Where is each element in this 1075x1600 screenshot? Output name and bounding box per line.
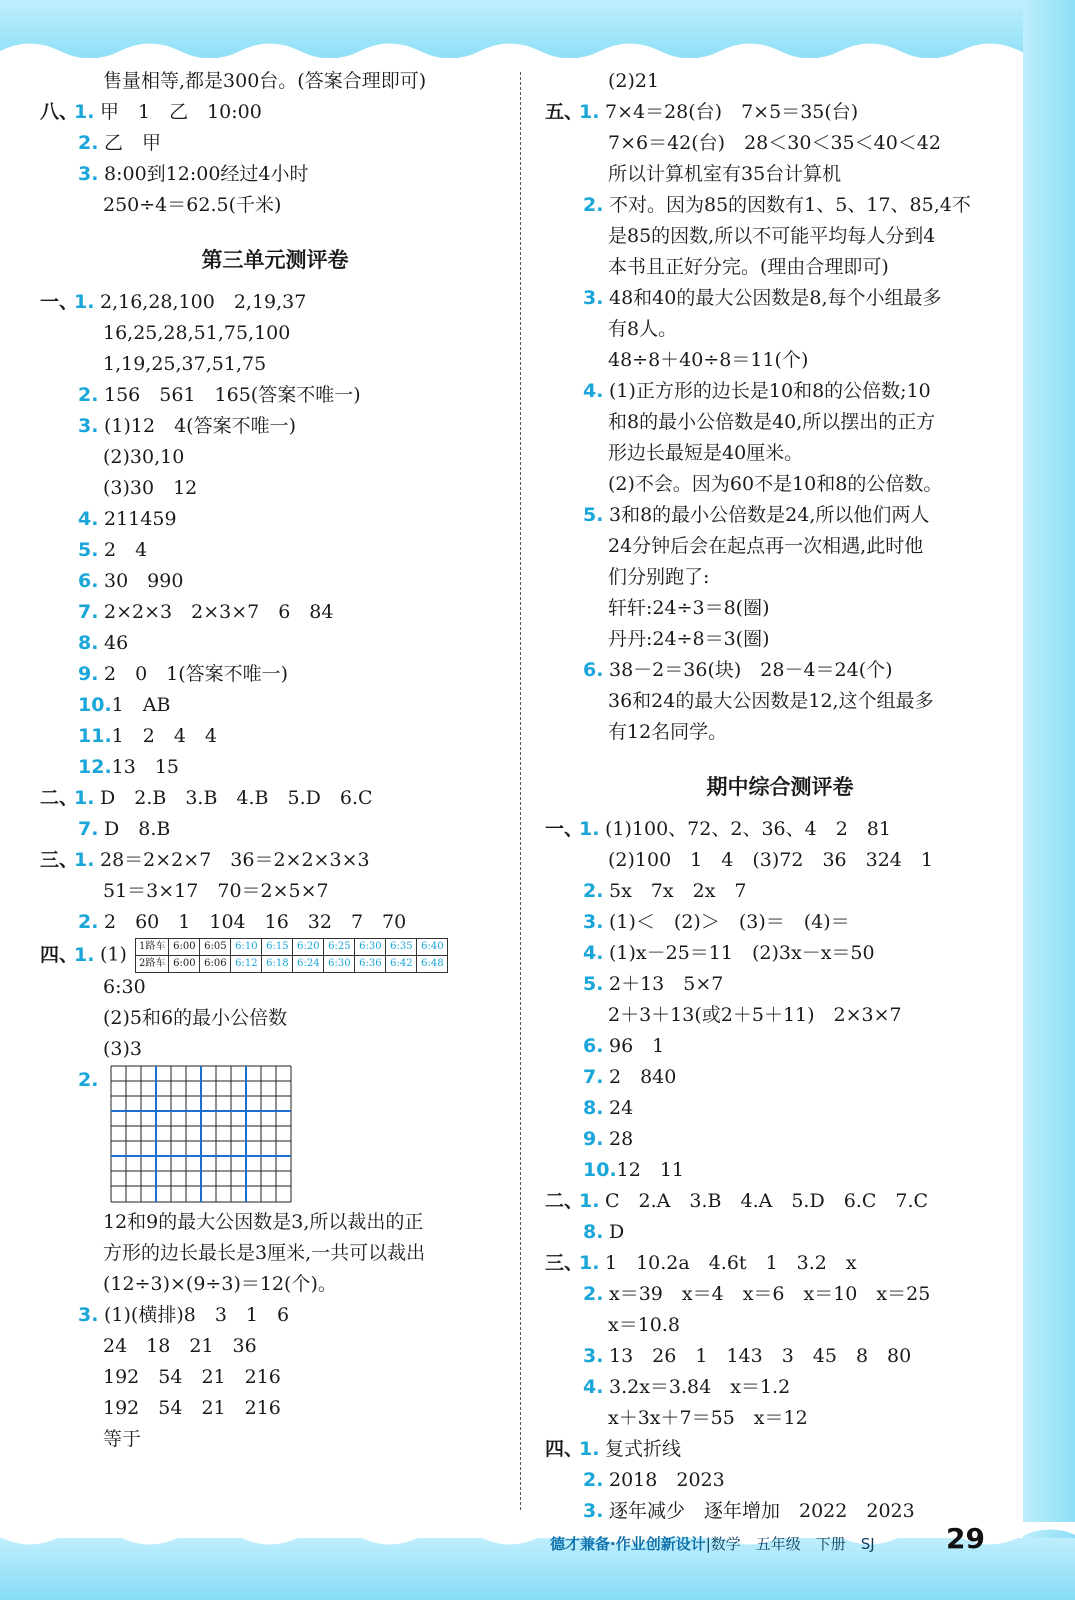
schedule-cell: 6:25 (324, 939, 355, 956)
section-label: 三、 (545, 1252, 584, 1274)
answer-line (40, 845, 510, 876)
answer-text: 192 54 21 216 (103, 1366, 281, 1388)
answer-text: 形边长最短是40厘米。 (608, 442, 804, 464)
schedule-row (135, 956, 447, 973)
answer-text: 2 4 (104, 539, 148, 561)
schedule-cell: 6:42 (386, 956, 417, 973)
section-label: 一、 (40, 291, 79, 313)
answer-line (545, 1279, 1015, 1310)
answer-line (545, 1155, 1015, 1186)
answer-line (545, 345, 1015, 376)
question-number: 2. (583, 880, 604, 902)
answer-line (40, 876, 510, 907)
answer-line (545, 814, 1015, 845)
right-block-a (545, 66, 1015, 748)
question-number: 3. (583, 287, 604, 309)
answer-text: 16,25,28,51,75,100 (103, 322, 291, 344)
answer-line (40, 597, 510, 628)
answer-line (545, 283, 1015, 314)
schedule-row (135, 939, 447, 956)
question-number: 4. (78, 508, 99, 530)
answer-text: 7×6＝42(台) 28＜30＜35＜40＜42 (608, 132, 941, 154)
answer-line (40, 1362, 510, 1393)
answer-line (40, 1238, 510, 1269)
answer-text: 13 26 1 143 3 45 8 80 (609, 1345, 912, 1367)
footer-subject: |数学 五年级 下册 SJ (705, 1535, 875, 1553)
answer-text: 5x 7x 2x 7 (609, 880, 747, 902)
q4-after-grid (40, 1207, 510, 1455)
answer-line (40, 907, 510, 938)
answer-text: 6:30 (103, 976, 146, 998)
answer-line (545, 1186, 1015, 1217)
answer-text: 方形的边长最长是3厘米,一共可以裁出 (103, 1242, 426, 1264)
question-number: 5. (583, 504, 604, 526)
question-number: 6. (583, 659, 604, 681)
question-number: 12. (78, 756, 112, 778)
answer-text: D 8.B (104, 818, 171, 840)
answer-line (40, 535, 510, 566)
question-number: 11. (78, 725, 112, 747)
q4-schedule-line (40, 938, 510, 972)
question-number: 1. (579, 818, 600, 840)
page-number: 29 (946, 1522, 985, 1555)
question-number: 2. (583, 1469, 604, 1491)
answer-text: 24 (609, 1097, 634, 1119)
answer-text: 2×2×3 2×3×7 6 84 (104, 601, 334, 623)
answer-text: (2)5和6的最小公倍数 (103, 1007, 288, 1029)
question-number: 10. (78, 694, 112, 716)
answer-line (545, 1093, 1015, 1124)
answer-line (545, 1062, 1015, 1093)
answer-text: (2)不会。因为60不是10和8的公倍数。 (608, 473, 943, 495)
answer-text: 24分钟后会在起点再一次相遇,此时他 (608, 535, 924, 557)
answer-line (40, 566, 510, 597)
answer-line (40, 1207, 510, 1238)
question-number: 1. (579, 101, 600, 123)
question-number: 3. (78, 1304, 99, 1326)
cutting-grid-diagram (110, 1065, 292, 1213)
question-number: 8. (78, 632, 99, 654)
answer-line (40, 318, 510, 349)
bus-schedule-table (135, 938, 448, 973)
answer-line (40, 1300, 510, 1331)
answer-line (40, 349, 510, 380)
answer-line (40, 783, 510, 814)
section-label: 一、 (545, 818, 584, 840)
answer-text: (1)(横排)8 3 1 6 (104, 1304, 290, 1326)
question-number: 1. (74, 943, 95, 966)
answer-text: C 2.A 3.B 4.A 5.D 6.C 7.C (605, 1190, 929, 1212)
left-top-block (40, 66, 510, 221)
schedule-cell: 2路车 (135, 956, 168, 973)
schedule-cell: 6:00 (169, 956, 200, 973)
answer-line (545, 717, 1015, 748)
schedule-cell: 6:30 (324, 956, 355, 973)
question-number: 3. (583, 1345, 604, 1367)
answer-text: (1)12 4(答案不唯一) (104, 415, 297, 437)
answer-text: 丹丹:24÷8＝3(圈) (608, 628, 770, 650)
answer-line (40, 504, 510, 535)
answer-line (545, 1124, 1015, 1155)
answer-line (545, 407, 1015, 438)
question-number: 6. (583, 1035, 604, 1057)
answer-text: (3)3 (103, 1038, 143, 1060)
answer-text: 1 10.2a 4.6t 1 3.2 x (605, 1252, 857, 1274)
schedule-cell: 6:05 (200, 939, 231, 956)
answer-text: 48÷8＋40÷8＝11(个) (608, 349, 809, 371)
answer-line (40, 190, 510, 221)
right-column (545, 66, 1015, 1527)
question-number: 9. (78, 663, 99, 685)
question-number: 7. (78, 818, 99, 840)
question-number: 3. (78, 163, 99, 185)
answer-text: 30 990 (104, 570, 184, 592)
answer-line (545, 969, 1015, 1000)
answer-text: 2 0 1(答案不唯一) (104, 663, 289, 685)
answer-text: D 2.B 3.B 4.B 5.D 6.C (100, 787, 373, 809)
answer-text: D (609, 1221, 625, 1243)
answer-text: 96 1 (609, 1035, 665, 1057)
answer-line (545, 876, 1015, 907)
answer-text: 28＝2×2×7 36＝2×2×3×3 (100, 849, 370, 871)
answer-text: x＝10.8 (608, 1314, 681, 1336)
answer-line (40, 659, 510, 690)
column-divider (520, 72, 521, 1510)
answer-line (545, 1217, 1015, 1248)
answer-text: 乙 甲 (104, 132, 162, 154)
answer-text: 2 60 1 104 16 32 7 70 (104, 911, 407, 933)
answer-line (545, 438, 1015, 469)
answer-line (545, 159, 1015, 190)
answer-line (40, 66, 510, 97)
schedule-cell: 6:06 (200, 956, 231, 973)
answer-text: (1)100、72、2、36、4 2 81 (605, 818, 891, 840)
schedule-cell: 6:24 (293, 956, 324, 973)
answer-text: 192 54 21 216 (103, 1397, 281, 1419)
answer-line (545, 1465, 1015, 1496)
answer-text: 36和24的最大公因数是12,这个组最多 (608, 690, 934, 712)
answer-text: (1) (100, 943, 127, 966)
answer-line (545, 1434, 1015, 1465)
answer-text: 有12名同学。 (608, 721, 728, 743)
question-number: 1. (74, 101, 95, 123)
midterm-answers (545, 814, 1015, 1527)
answer-line (40, 287, 510, 318)
grid-svg (110, 1065, 292, 1203)
answer-text: (2)21 (608, 70, 660, 92)
answer-text: 8:00到12:00经过4小时 (104, 163, 309, 185)
schedule-cell: 6:00 (169, 939, 200, 956)
question-number: 8. (583, 1221, 604, 1243)
answer-text: 所以计算机室有35台计算机 (608, 163, 842, 185)
answer-text: (2)30,10 (103, 446, 185, 468)
question-number: 1. (579, 1438, 600, 1460)
answer-line (40, 628, 510, 659)
answer-text: 等于 (103, 1428, 142, 1450)
question-number: 1. (74, 849, 95, 871)
answer-line (40, 411, 510, 442)
answer-line (545, 1248, 1015, 1279)
answer-text: 是85的因数,所以不可能平均每人分到4 (608, 225, 936, 247)
answer-text: 38－2＝36(块) 28－4＝24(个) (609, 659, 893, 681)
answer-text: 复式折线 (605, 1438, 682, 1460)
answer-text: 2＋13 5×7 (609, 973, 724, 995)
top-wave-decoration (0, 36, 1075, 66)
question-number: 2. (583, 1283, 604, 1305)
answer-text: x＋3x＋7＝55 x＝12 (608, 1407, 808, 1429)
answer-line (545, 655, 1015, 686)
schedule-cell: 6:15 (262, 939, 293, 956)
answer-line (40, 128, 510, 159)
q4-after-schedule (40, 972, 510, 1065)
answer-line (545, 907, 1015, 938)
question-number: 7. (583, 1066, 604, 1088)
schedule-cell: 6:40 (417, 939, 448, 956)
answer-text: 13 15 (111, 756, 180, 778)
answer-line (545, 562, 1015, 593)
question-number: 10. (583, 1159, 617, 1181)
answer-line (545, 1341, 1015, 1372)
answer-line (40, 442, 510, 473)
question-number: 2. (78, 384, 99, 406)
question-number: 2. (583, 194, 604, 216)
question-number: 1. (579, 1252, 600, 1274)
right-border (1023, 0, 1075, 1600)
question-number: 3. (78, 415, 99, 437)
answer-line (545, 469, 1015, 500)
question-number: 3. (583, 1500, 604, 1522)
footer (550, 1533, 875, 1554)
answer-line (545, 624, 1015, 655)
answer-text: 2＋3＋13(或2＋5＋11) 2×3×7 (608, 1004, 902, 1026)
answer-line (40, 972, 510, 1003)
answer-text: (1)正方形的边长是10和8的公倍数;10 (609, 380, 931, 402)
answer-line (545, 97, 1015, 128)
answer-text: 48和40的最大公因数是8,每个小组最多 (609, 287, 942, 309)
answer-text: (1)x－25＝11 (2)3x－x＝50 (609, 942, 875, 964)
schedule-cell: 6:30 (355, 939, 386, 956)
section-label: 二、 (40, 787, 79, 809)
answer-text: x＝39 x＝4 x＝6 x＝10 x＝25 (609, 1283, 931, 1305)
question-number: 7. (78, 601, 99, 623)
answer-line (40, 814, 510, 845)
answer-text: 轩轩:24÷3＝8(圈) (608, 597, 770, 619)
answer-line (545, 1403, 1015, 1434)
question-number: 2. (78, 911, 99, 933)
answer-text: 2 840 (609, 1066, 677, 1088)
answer-text: 们分别跑了: (608, 566, 710, 588)
answer-text: 156 561 165(答案不唯一) (104, 384, 361, 406)
answer-text: 3和8的最小公倍数是24,所以他们两人 (609, 504, 930, 526)
schedule-cell: 6:48 (417, 956, 448, 973)
answer-line (40, 690, 510, 721)
question-number: 2. (78, 132, 99, 154)
left-column (40, 66, 510, 1455)
answer-text: 本书且正好分完。(理由合理即可) (608, 256, 889, 278)
answer-text: (12÷3)×(9÷3)＝12(个)。 (103, 1273, 337, 1295)
answer-line (40, 1269, 510, 1300)
question-number: 1. (74, 291, 95, 313)
answer-line (545, 1031, 1015, 1062)
answer-line (545, 221, 1015, 252)
q4-2-grid-line (40, 1065, 510, 1207)
answer-line (545, 1372, 1015, 1403)
answer-line (40, 1003, 510, 1034)
answer-line (545, 314, 1015, 345)
question-number: 4. (583, 1376, 604, 1398)
answer-line (545, 531, 1015, 562)
unit3-answers (40, 287, 510, 938)
answer-text: 售量相等,都是300台。(答案合理即可) (103, 70, 427, 92)
answer-line (40, 473, 510, 504)
answer-text: 28 (609, 1128, 634, 1150)
answer-line (40, 1424, 510, 1455)
answer-text: 1,19,25,37,51,75 (103, 353, 267, 375)
answer-line (40, 97, 510, 128)
answer-line (545, 252, 1015, 283)
answer-text: 3.2x＝3.84 x＝1.2 (609, 1376, 791, 1398)
answer-line (545, 66, 1015, 97)
section-label: 三、 (40, 849, 79, 871)
question-number: 2. (78, 1069, 99, 1091)
question-number: 1. (579, 1190, 600, 1212)
answer-text: 1 2 4 4 (111, 725, 218, 747)
answer-line (545, 686, 1015, 717)
schedule-cell: 6:12 (231, 956, 262, 973)
question-number: 5. (583, 973, 604, 995)
answer-text: 2,16,28,100 2,19,37 (100, 291, 307, 313)
answer-line (40, 1393, 510, 1424)
answer-text: 和8的最小公倍数是40,所以摆出的正方 (608, 411, 936, 433)
answer-text: 逐年减少 逐年增加 2022 2023 (609, 1500, 915, 1522)
answer-text: 甲 1 乙 10:00 (100, 101, 262, 123)
answer-text: 211459 (104, 508, 177, 530)
answer-line (545, 500, 1015, 531)
section-label: 五、 (545, 101, 584, 123)
question-number: 9. (583, 1128, 604, 1150)
answer-text: 51＝3×17 70＝2×5×7 (103, 880, 329, 902)
answer-line (40, 159, 510, 190)
answer-text: 46 (104, 632, 129, 654)
answer-line (545, 938, 1015, 969)
answer-text: 1 AB (111, 694, 171, 716)
answer-text: 24 18 21 36 (103, 1335, 257, 1357)
midterm-title: 期中综合测评卷 (706, 775, 854, 799)
answer-text: 250÷4＝62.5(千米) (103, 194, 282, 216)
answer-text: 2018 2023 (609, 1469, 725, 1491)
unit3-title: 第三单元测评卷 (201, 248, 349, 272)
answer-line (40, 752, 510, 783)
schedule-cell: 6:20 (293, 939, 324, 956)
answer-text: 不对。因为85的因数有1、5、17、85,4不 (609, 194, 971, 216)
answer-line (40, 721, 510, 752)
answer-line (545, 845, 1015, 876)
answer-line (545, 128, 1015, 159)
question-number: 6. (78, 570, 99, 592)
section-label: 四、 (545, 1438, 584, 1460)
answer-line (545, 1000, 1015, 1031)
answer-text: 有8人。 (608, 318, 678, 340)
section-label: 二、 (545, 1190, 584, 1212)
answer-line (545, 1496, 1015, 1527)
question-number: 1. (74, 787, 95, 809)
answer-text: 7×4＝28(台) 7×5＝35(台) (605, 101, 859, 123)
answer-line (545, 376, 1015, 407)
question-number: 4. (583, 942, 604, 964)
answer-line (545, 593, 1015, 624)
section-label: 八、 (40, 101, 79, 123)
schedule-cell: 6:35 (386, 939, 417, 956)
footer-brand: 德才兼备·作业创新设计 (550, 1535, 706, 1553)
schedule-cell: 1路车 (135, 939, 168, 956)
question-number: 5. (78, 539, 99, 561)
answer-text: (2)100 1 4 (3)72 36 324 1 (608, 849, 933, 871)
schedule-cell: 6:18 (262, 956, 293, 973)
schedule-cell: 6:36 (355, 956, 386, 973)
answer-text: 12 11 (616, 1159, 685, 1181)
question-number: 4. (583, 380, 604, 402)
question-number: 3. (583, 911, 604, 933)
answer-line (40, 1034, 510, 1065)
answer-line (40, 1331, 510, 1362)
section-label: 四、 (40, 943, 79, 966)
answer-line (40, 380, 510, 411)
answer-line (545, 1310, 1015, 1341)
answer-text: (1)＜ (2)＞ (3)＝ (4)＝ (609, 911, 850, 933)
question-number: 8. (583, 1097, 604, 1119)
answer-text: (3)30 12 (103, 477, 198, 499)
schedule-cell: 6:10 (231, 939, 262, 956)
answer-line (545, 190, 1015, 221)
answer-text: 12和9的最大公因数是3,所以裁出的正 (103, 1211, 424, 1233)
